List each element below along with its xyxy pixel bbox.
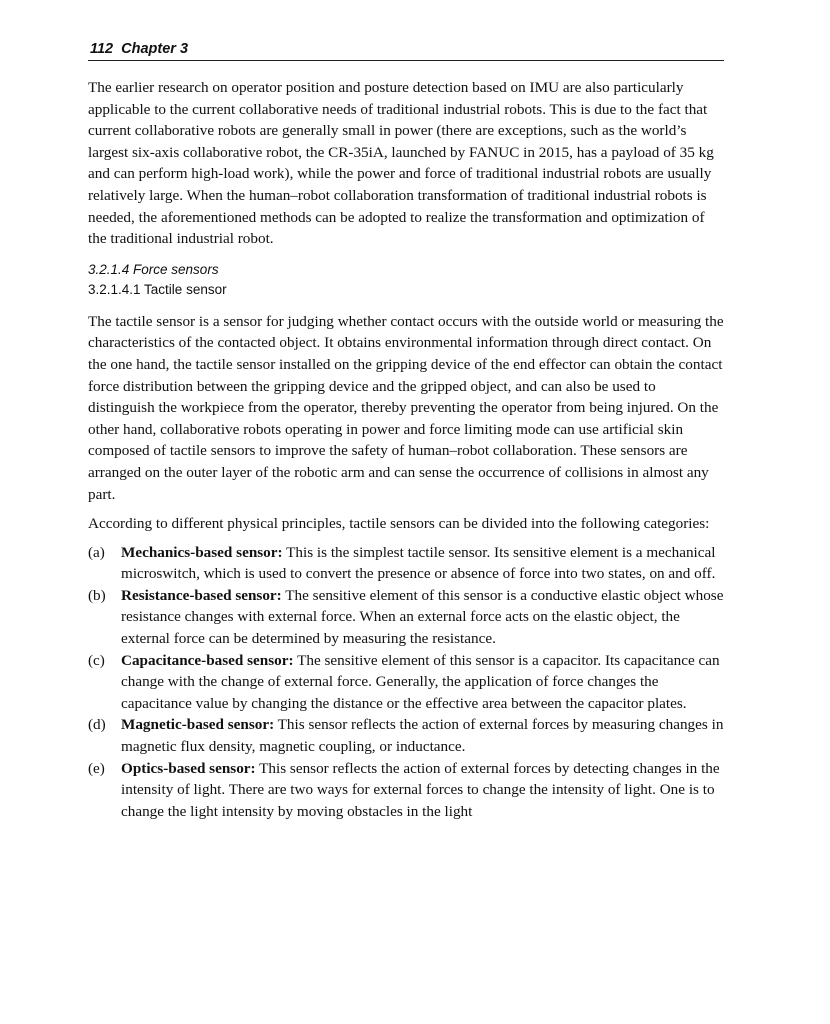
section-heading-force-sensors: 3.2.1.4 Force sensors xyxy=(88,261,219,277)
list-marker: (d) xyxy=(88,716,106,734)
list-term: Magnetic-based sensor: xyxy=(121,716,275,734)
list-text: This is the simplest tactile sensor. Its sensitive element is a mechanical microswitch, which is used to convert the presence or absence of force into two states, on and off. xyxy=(121,543,716,583)
list-marker: (c) xyxy=(88,651,105,669)
book-page xyxy=(88,38,724,822)
list-term: Resistance-based sensor: xyxy=(121,586,282,604)
list-item xyxy=(88,542,724,585)
list-item xyxy=(88,650,724,715)
list-marker: (a) xyxy=(88,543,105,561)
list-term: Capacitance-based sensor: xyxy=(121,651,294,669)
paragraph-categories-intro: According to different physical principles, tactile sensors can be divided into the following categories: xyxy=(88,515,710,533)
list-text: The sensitive element of this sensor is a capacitor. Its capacitance can change with the change of external force. Generally, the application of force changes the capacitance value by changing the distance or the effective area between the capacitor plates. xyxy=(121,651,720,712)
list-marker: (b) xyxy=(88,586,106,604)
chapter-label: Chapter 3 xyxy=(121,41,189,57)
running-head xyxy=(88,38,724,61)
list-item xyxy=(88,585,724,650)
paragraph-imu-research: The earlier research on operator position and posture detection based on IMU are also particularly applicable to the current collaborative needs of traditional industrial robots. This is due to the fact that current collaborative robots are generally small in power (there are exceptions, such as the world’s largest six-axis collaborative robot, the CR-35iA, launched by FANUC in 2015, has a payload of 35 kg and can perform high-load work), while the power and force of traditional industrial robots are usually relatively large. When the human–robot collaboration transformation of traditional industrial robots is needed, the aforementioned methods can be adopted to realize the transformation and optimization of the traditional industrial robot. xyxy=(88,79,714,248)
list-item xyxy=(88,714,724,757)
list-marker: (e) xyxy=(88,759,105,777)
list-text: The sensitive element of this sensor is a conductive elastic object whose resistance changes with external force. When an external force acts on the elastic object, the external force can be determined by measuring the resistance. xyxy=(121,586,724,648)
list-term: Optics-based sensor: xyxy=(121,759,256,777)
sensor-category-list xyxy=(88,542,724,823)
list-item xyxy=(88,758,724,823)
paragraph-tactile-sensor: The tactile sensor is a sensor for judging whether contact occurs with the outside world or measuring the characteristics of the contacted object. It obtains environmental information through direct contact. On the one hand, the tactile sensor installed on the gripping device of the end effector can obtain the contact force distribution between the gripping device and the gripped object, and can also be used to distinguish the workpiece from the operator, thereby preventing the operator from being injured. On the other hand, collaborative robots operating in power and force limiting mode can use artificial skin composed of tactile sensors to improve the safety of human–robot collaboration. These sensors are arranged on the outer layer of the robotic arm and can sense the occurrence of collisions in almost any part. xyxy=(88,312,724,503)
subsection-heading-tactile-sensor: 3.2.1.4.1 Tactile sensor xyxy=(88,281,227,297)
page-number: 112 xyxy=(90,41,114,57)
list-text: This sensor reflects the action of external forces by measuring changes in magnetic flux density, magnetic coupling, or inductance. xyxy=(121,716,724,756)
list-term: Mechanics-based sensor: xyxy=(121,543,283,561)
list-text: This sensor reflects the action of external forces by detecting changes in the intensity of light. There are two ways for external forces to change the intensity of light. One is to change the light intensity by moving obstacles in the light xyxy=(121,759,720,820)
